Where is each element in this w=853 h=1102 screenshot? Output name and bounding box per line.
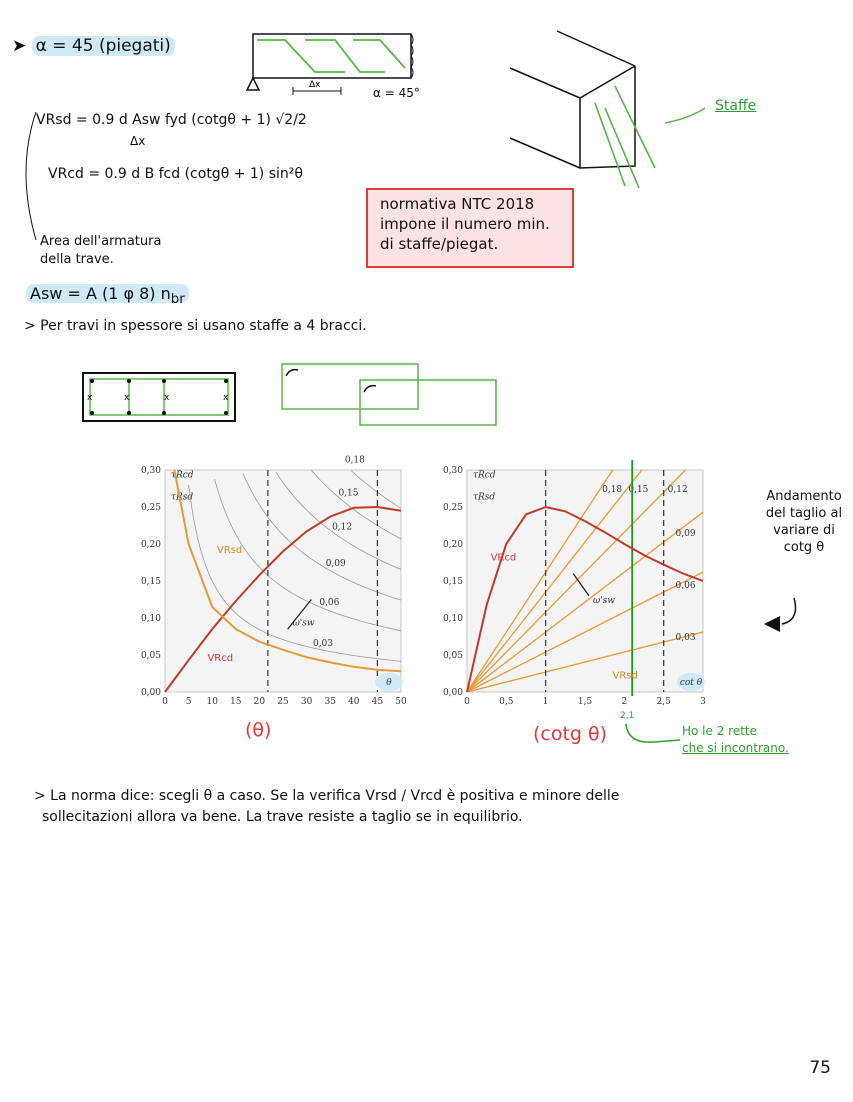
page-number: 75 [809, 1058, 831, 1078]
x-tick-label: 1,5 [577, 697, 593, 707]
y-tick-label: 0,20 [140, 540, 161, 550]
omega-label: 0,15 [628, 485, 649, 496]
spessore-note: > Per travi in spessore si usano staffe a 4 bracci. [24, 318, 367, 334]
curly-pointer-line [14, 110, 54, 250]
svg-text:x: x [223, 393, 229, 403]
x-tick-label: 35 [324, 697, 336, 707]
vrcd-label: VRcd [207, 652, 234, 664]
y-tick-label: 0,15 [140, 577, 161, 587]
x-tick-label: 1 [542, 697, 549, 707]
omega-label: 0,09 [675, 529, 696, 540]
x-tick-label: 15 [230, 697, 242, 707]
omega-label: 0,03 [675, 633, 696, 644]
staffe-label: Staffe [715, 98, 757, 114]
omega-label: 0,18 [602, 485, 623, 496]
y-tick-label: 0,05 [140, 651, 161, 661]
y-tick-label: 0,25 [140, 503, 161, 513]
legend-trcd: τRcd [473, 470, 496, 481]
cotg-label: (cotg θ) [533, 723, 608, 745]
legend-trsd: τRsd [473, 492, 496, 503]
vrcd-formula: VRcd = 0.9 d B fcd (cotgθ + 1) sin²θ [48, 166, 303, 182]
x-tick-label: 0,5 [499, 697, 514, 707]
plot-area [467, 470, 703, 692]
green-mark: 2,1 [620, 711, 635, 721]
legend-trcd: τRcd [171, 470, 194, 481]
y-tick-label: 0,10 [140, 614, 161, 624]
alpha-heading-text: α = 45 (piegati) [32, 36, 175, 56]
omega-label: 0,06 [675, 581, 696, 592]
x-tick-label: 3 [700, 697, 706, 707]
svg-text:x: x [164, 393, 170, 403]
y-tick-label: 0,30 [442, 466, 463, 476]
beam-alpha-label: α = 45° [373, 86, 420, 100]
y-tick-label: 0,00 [140, 688, 161, 698]
pointer-arrow-icon [762, 596, 802, 636]
x-tick-label: 50 [395, 697, 407, 707]
y-tick-label: 0,15 [442, 577, 463, 587]
x-tick-label: 30 [300, 697, 313, 707]
green-pointer-line [624, 722, 684, 752]
x-tick-label: 40 [348, 697, 360, 707]
plot-area [165, 470, 401, 692]
x-tick-label: 10 [206, 697, 218, 707]
y-tick-label: 0,05 [442, 651, 463, 661]
vrsd-label: VRsd [216, 544, 243, 556]
omega-axis-label: ω'sw [292, 618, 315, 629]
x-axis-label: θ [386, 678, 392, 688]
vrsd-label: VRsd [612, 670, 638, 682]
asw-formula: Asw = A (1 φ 8) $n_{br}$ [26, 284, 189, 307]
omega-label: 0,15 [338, 488, 359, 499]
ntc-note-box: normativa NTC 2018 impone il numero min. di staffe/piegat. [366, 188, 574, 268]
arrow-icon: ➤ [12, 36, 27, 56]
vrsd-denominator: Δx [130, 134, 146, 148]
vrcd-label: VRcd [490, 552, 517, 564]
x-tick-label: 5 [185, 697, 192, 707]
omega-label: 0,18 [344, 455, 365, 466]
cross-section-sketch [82, 372, 237, 424]
y-tick-label: 0,10 [442, 614, 463, 624]
theta-label: (θ) [245, 719, 272, 741]
x-tick-label: 0 [464, 697, 470, 707]
beam-3d-sketch [505, 28, 765, 208]
alpha-heading [12, 36, 175, 56]
y-tick-label: 0,20 [442, 540, 463, 550]
x-tick-label: 0 [162, 697, 168, 707]
area-label: Area dell'armatura della trave. [40, 234, 162, 267]
omega-axis-label: ω'sw [592, 596, 616, 607]
x-axis-label: cot θ [679, 678, 703, 688]
x-tick-label: 2 [621, 697, 628, 707]
green-note: Ho le 2 rette che si incontrano. [682, 724, 789, 755]
svg-text:x: x [87, 393, 93, 403]
stirrups-sketch [280, 362, 500, 430]
x-tick-label: 2,5 [656, 697, 671, 707]
omega-label: 0,06 [319, 597, 340, 608]
shear-vs-cotg-chart [427, 458, 717, 718]
omega-label: 0,03 [312, 639, 334, 650]
legend-trsd: τRsd [171, 492, 194, 503]
y-tick-label: 0,25 [442, 503, 463, 513]
side-note: Andamento del taglio al variare di cotg θ [765, 489, 843, 555]
x-tick-label: 25 [277, 697, 289, 707]
x-tick-label: 20 [253, 697, 266, 707]
omega-label: 0,09 [325, 559, 346, 570]
omega-label: 0,12 [332, 522, 353, 533]
norma-note: > La norma dice: scegli θ a caso. Se la verifica Vrsd / Vrcd è positiva e minore delle sollecitazioni allora va bene. La trave resiste a taglio se in equilibrio. [34, 788, 620, 825]
svg-text:x: x [124, 393, 130, 403]
shear-vs-theta-chart [125, 455, 415, 718]
beam-dx-label: Δx [309, 80, 321, 90]
y-tick-label: 0,30 [140, 466, 161, 476]
omega-label: 0,12 [667, 485, 688, 496]
x-tick-label: 45 [371, 697, 384, 707]
y-tick-label: 0,00 [442, 688, 463, 698]
vrsd-formula: VRsd = 0.9 d Asw fyd (cotgθ + 1) √2/2 [36, 112, 307, 128]
